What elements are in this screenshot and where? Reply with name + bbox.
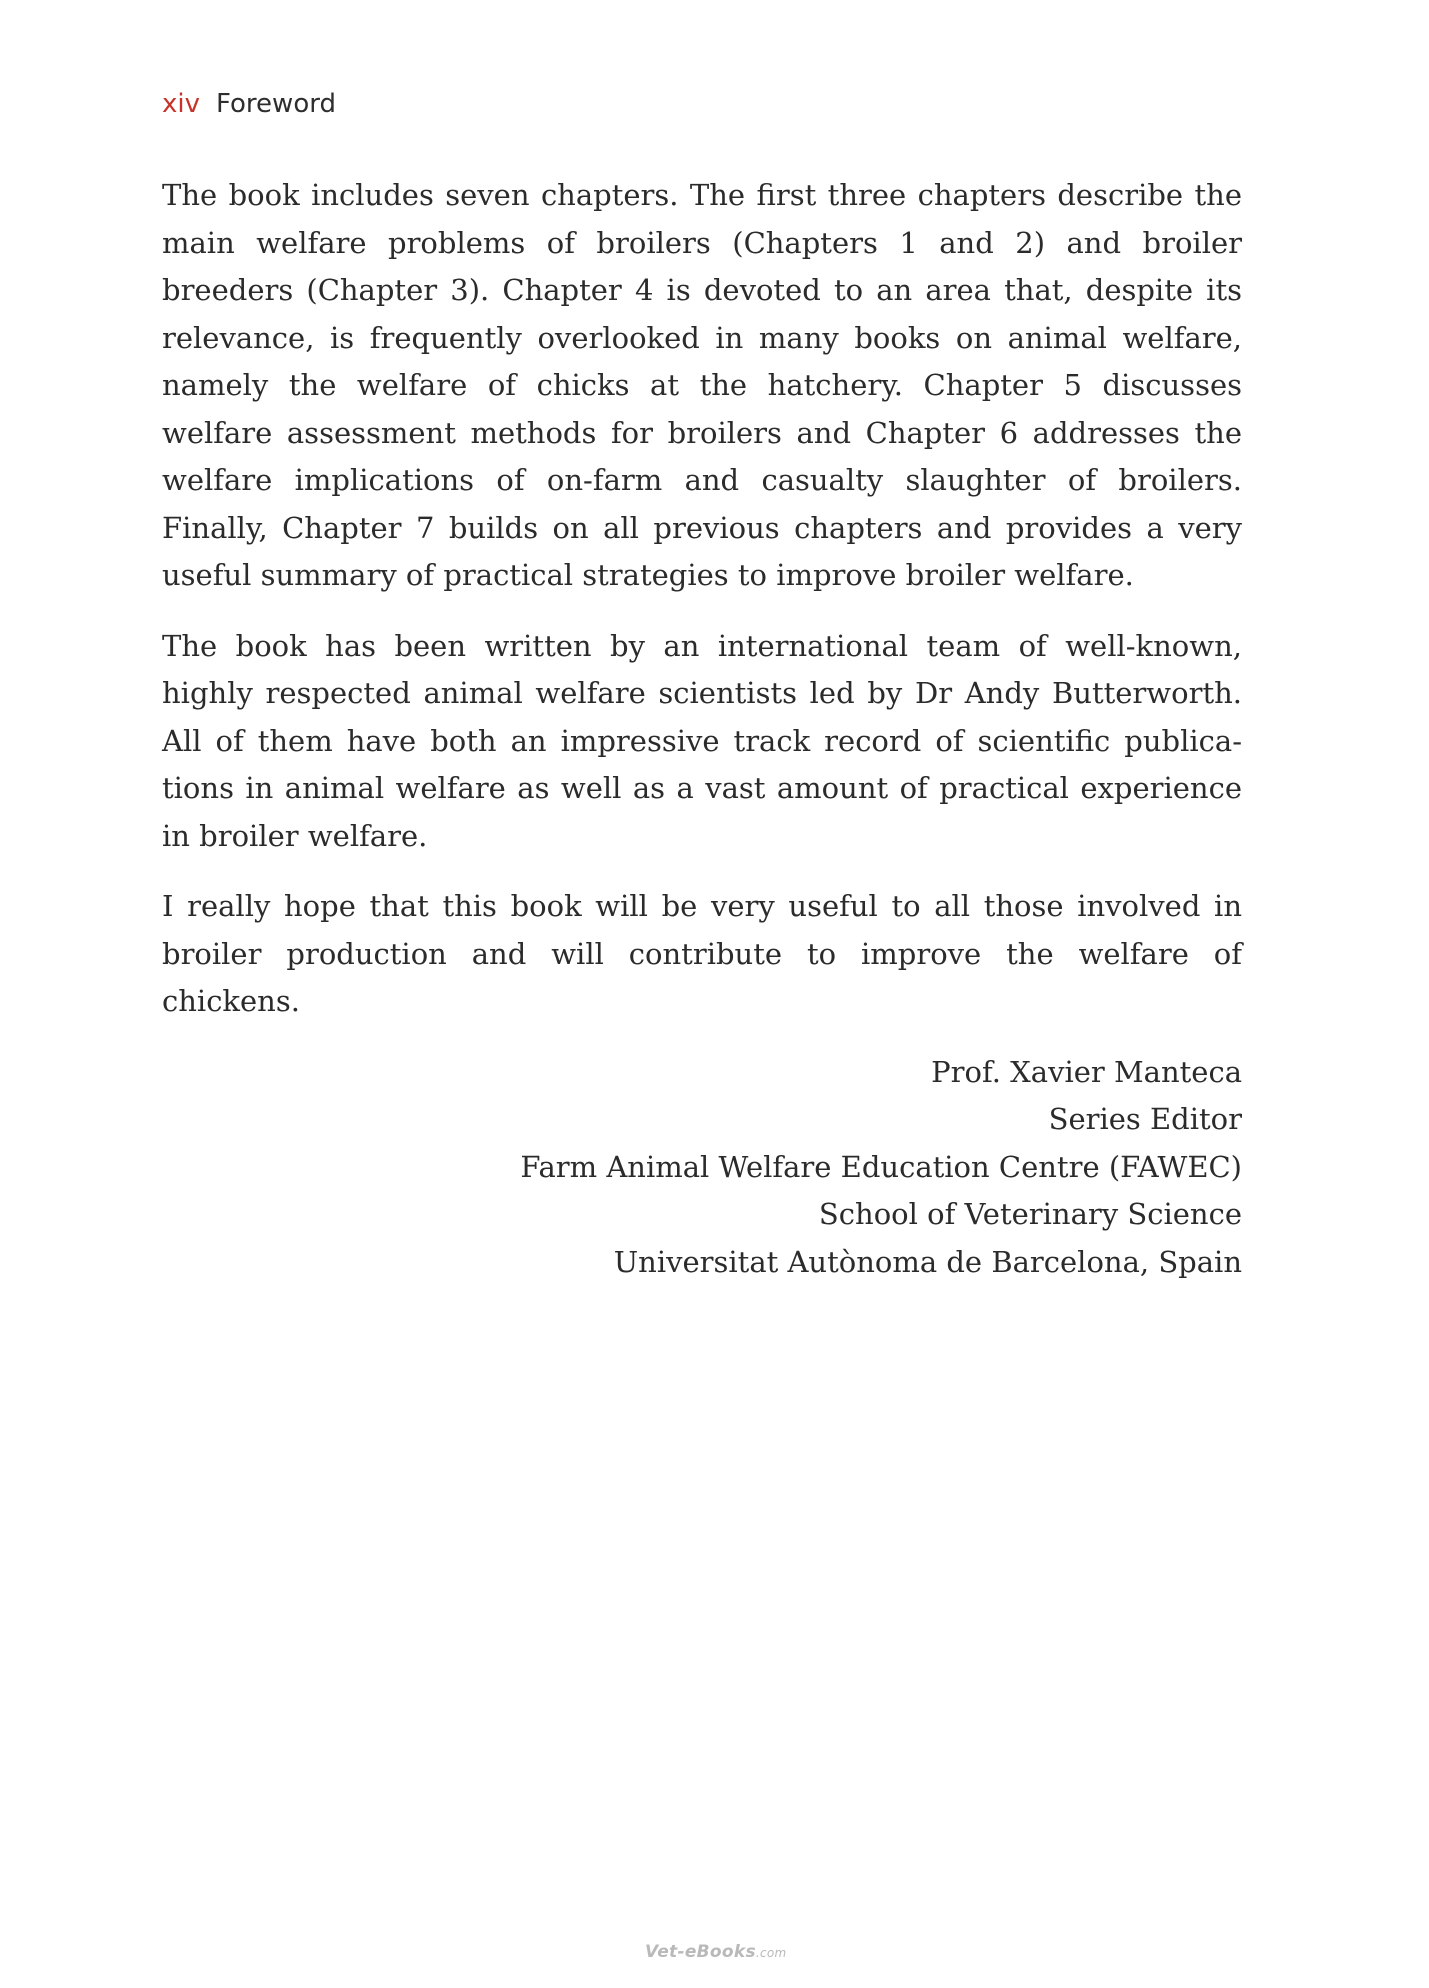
foreword-body [162, 172, 1242, 1286]
signature-name: Prof. Xavier Manteca [931, 1054, 1242, 1089]
section-title: Foreword [216, 89, 336, 119]
paragraph-chapters-overview: The book includes seven chapters. The first three chapters describe the main welfare problems of broilers (Chapters 1 and 2) and broiler breeders (Chapter 3). Chapter 4 is devoted to an area that, despite its relevance, is frequently overlooked in many books on animal welfare, namely the welfare of chicks at the hatchery. Chapter 5 discusses welfare assessment methods for broilers and Chapter 6 addresses the welfare implications of on-farm and casualty slaughter of broilers. Finally, Chapter 7 builds on all previous chapters and provides a very useful summary of practical strategies to improve broiler welfare. [162, 178, 1242, 592]
watermark-logo [645, 1942, 787, 1962]
paragraph-closing-hope: I really hope that this book will be very useful to all those involved in broiler production and will contribute to improve the welfare of chickens. [162, 889, 1242, 1018]
signature-role: Series Editor [1048, 1102, 1242, 1136]
watermark-tld: .com [755, 1946, 787, 1960]
page-number: xiv [162, 89, 200, 119]
signature-block [162, 1049, 1242, 1287]
signature-department: School of Veterinary Science [818, 1197, 1242, 1231]
signature-affiliation: Farm Animal Welfare Education Centre (FAWEC) [520, 1149, 1242, 1184]
watermark-text: Vet-eBooks [645, 1942, 756, 1962]
running-head [162, 89, 336, 119]
paragraph-authors: The book has been written by an international team of well-known, highly respected animal welfare scientists led by Dr Andy Butterworth. All of them have both an impressive track record of scientific publications in animal welfare as well as a vast amount of practical experience in broiler welfare. [162, 628, 1242, 853]
signature-institution: Universitat Autònoma de Barcelona, Spain [613, 1244, 1242, 1279]
